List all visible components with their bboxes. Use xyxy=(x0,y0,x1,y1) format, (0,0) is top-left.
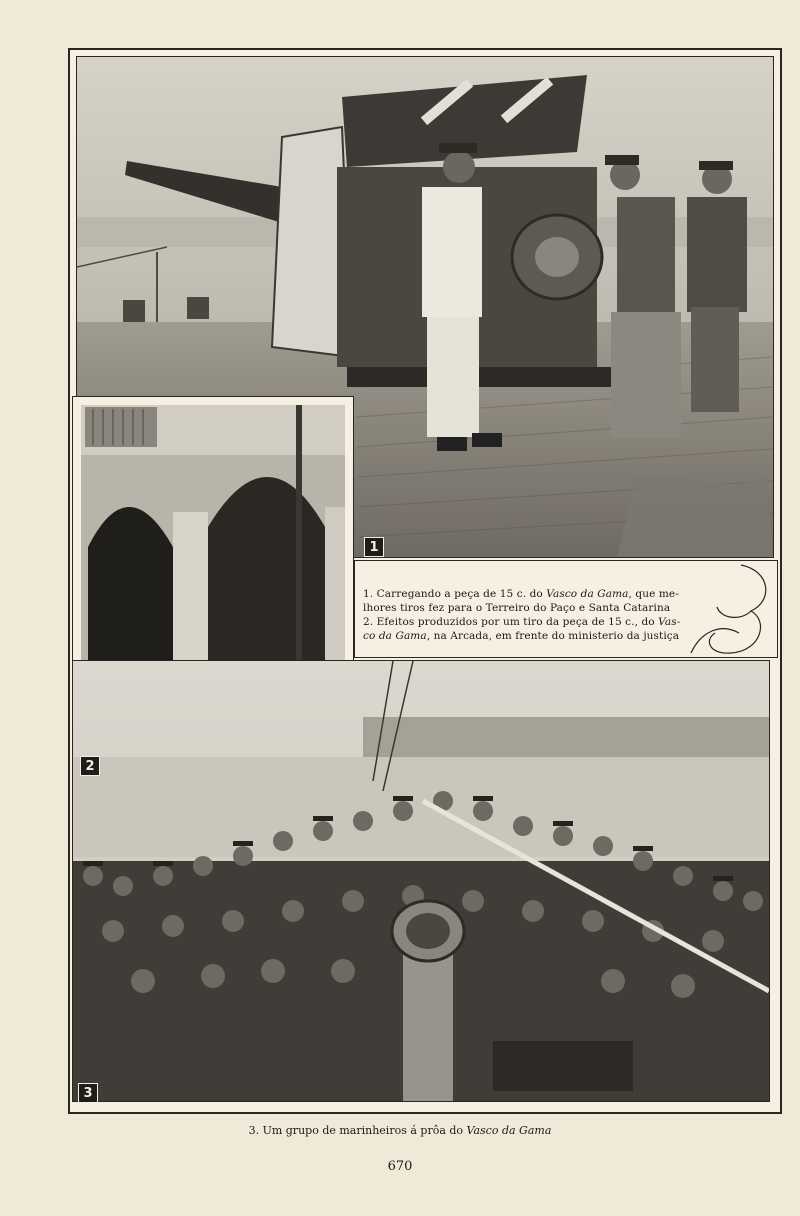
page-number: 670 xyxy=(387,1159,413,1174)
photo-number-3: 3 xyxy=(78,1083,98,1103)
caption-line-2: lhores tiros fez para o Terreiro do Paço e Santa Catarina xyxy=(363,602,671,614)
caption-line-1-pre: 1. Carregando a peça de 15 c. do xyxy=(363,588,547,600)
photo-sailors-group xyxy=(72,660,770,1102)
caption-line-4-post: , na Arcada, em frente do ministerio da justiça xyxy=(426,630,680,642)
caption-line-3 xyxy=(363,615,703,629)
caption-line-4 xyxy=(363,629,703,643)
caption-line-1 xyxy=(363,587,703,601)
caption-text xyxy=(363,587,703,643)
caption-ship-name-2b: co da Gama xyxy=(363,630,427,642)
decorative-ornament xyxy=(681,561,777,657)
caption-ship-name-1: Vasco da Gama xyxy=(546,588,629,600)
photo-number-1: 1 xyxy=(364,537,384,557)
bottom-caption xyxy=(0,1124,800,1137)
sailors-photo-illustration xyxy=(73,661,769,1101)
caption-ship-name-2a: Vas- xyxy=(658,616,681,628)
caption-line-3-pre: 2. Efeitos produzidos por um tiro da peça de 15 c., do xyxy=(363,616,659,628)
caption-box xyxy=(354,560,778,658)
bottom-caption-pre: 3. Um grupo de marinheiros á prôa do xyxy=(248,1124,467,1137)
bottom-caption-ship-name: Vasco da Gama xyxy=(466,1124,552,1137)
caption-line-1-post: , que me- xyxy=(628,588,679,600)
photo-number-2: 2 xyxy=(80,756,100,776)
